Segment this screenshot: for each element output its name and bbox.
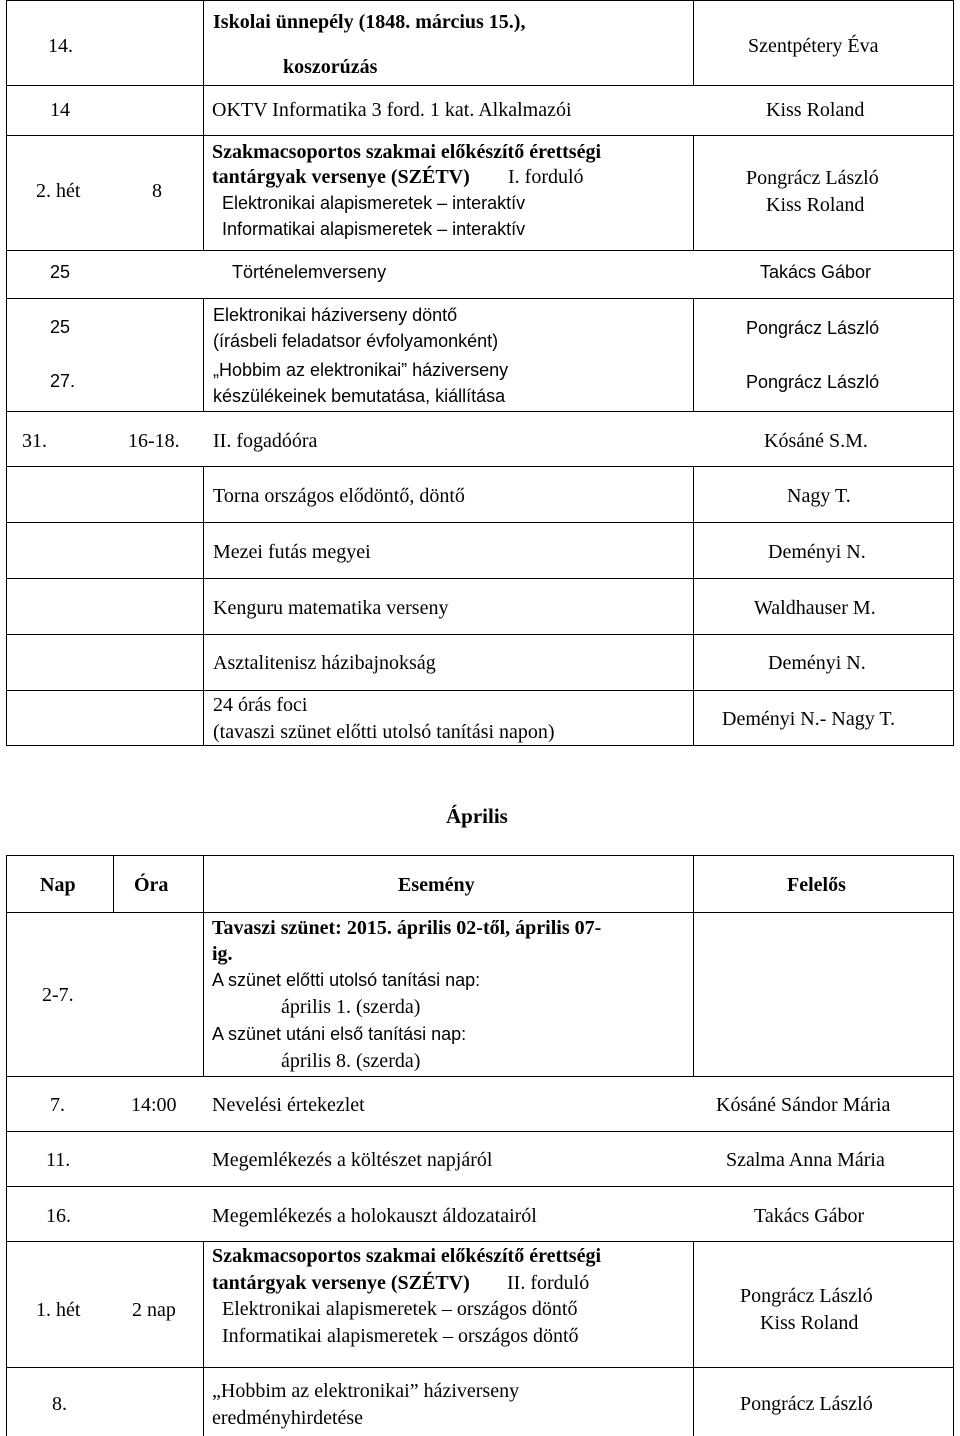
cell-responsible: Kósáné Sándor Mária — [716, 1094, 891, 1116]
row-divider — [6, 250, 954, 251]
cell-event: Tavaszi szünet: 2015. április 02-től, április 07- — [212, 917, 602, 939]
cell-event: Iskolai ünnepély (1848. március 15.), — [213, 11, 526, 33]
cell-event: A szünet előtti utolsó tanítási nap: — [212, 970, 481, 990]
cell-nap: 14. — [48, 35, 73, 57]
cell-nap: 27. — [50, 371, 76, 391]
cell-nap: 31. — [22, 430, 47, 452]
column-divider — [203, 855, 204, 1077]
row-divider — [6, 1186, 954, 1187]
cell-nap: 25 — [50, 262, 71, 282]
row-divider — [6, 1131, 954, 1132]
row-divider — [6, 298, 954, 299]
row-divider — [6, 411, 954, 412]
cell-responsible: Pongrácz László — [746, 167, 879, 189]
cell-event: OKTV Informatika 3 ford. 1 kat. Alkalmazói — [212, 99, 572, 121]
cell-responsible: Kiss Roland — [760, 1312, 859, 1334]
column-divider — [203, 135, 204, 250]
cell-event: Elektronikai alapismeretek – országos döntő — [222, 1298, 578, 1320]
cell-event: Torna országos elődöntő, döntő — [213, 485, 465, 507]
column-divider — [693, 135, 694, 250]
cell-responsible: Pongrácz László — [740, 1393, 873, 1415]
cell-event: Mezei futás megyei — [213, 541, 371, 563]
cell-event: A szünet utáni első tanítási nap: — [212, 1024, 467, 1044]
cell-event: Asztalitenisz házibajnokság — [213, 652, 436, 674]
cell-responsible: Szalma Anna Mária — [726, 1149, 885, 1171]
cell-event: Történelemverseny — [232, 262, 387, 282]
cell-responsible: Pongrácz László — [740, 1285, 873, 1307]
column-divider — [113, 855, 114, 912]
row-divider — [6, 690, 954, 691]
row-divider — [6, 1241, 954, 1242]
column-divider — [693, 466, 694, 746]
cell-nap: 16. — [46, 1205, 71, 1227]
row-divider — [6, 634, 954, 635]
cell-event: Szakmacsoportos szakmai előkészítő érettségi — [212, 1245, 602, 1267]
column-divider — [693, 0, 694, 85]
cell-responsible: Pongrácz László — [746, 372, 880, 392]
header-ora: Óra — [134, 874, 169, 896]
cell-event: Informatikai alapismeretek – interaktív — [222, 219, 526, 239]
cell-nap: 2. hét — [36, 180, 81, 202]
cell-responsible: Deményi N. — [768, 652, 866, 674]
cell-event: Elektronikai háziverseny döntő — [213, 305, 458, 325]
header-nap: Nap — [40, 874, 76, 896]
cell-event: április 1. (szerda) — [281, 996, 421, 1018]
cell-nap: 25 — [50, 317, 71, 337]
cell-event: (tavaszi szünet előtti utolsó tanítási napon) — [213, 721, 555, 743]
cell-event: április 8. (szerda) — [281, 1050, 421, 1072]
cell-event: koszorúzás — [283, 56, 378, 78]
cell-nap: 14 — [50, 99, 70, 121]
cell-event: II. forduló — [507, 1272, 590, 1294]
cell-ora: 16-18. — [128, 430, 180, 452]
cell-event: készülékeinek bemutatása, kiállítása — [213, 386, 506, 406]
cell-ora: 2 nap — [132, 1299, 176, 1321]
row-divider — [6, 522, 954, 523]
cell-event: 24 órás foci — [213, 694, 308, 716]
cell-nap: 7. — [50, 1094, 65, 1116]
cell-ora: 8 — [152, 180, 162, 202]
cell-event: tantárgyak versenye (SZÉTV) — [212, 166, 470, 188]
row-divider — [6, 466, 954, 467]
cell-event: Megemlékezés a holokauszt áldozatairól — [212, 1205, 537, 1227]
row-divider — [6, 578, 954, 579]
cell-event: Elektronikai alapismeretek – interaktív — [222, 193, 526, 213]
section-title: Április — [446, 804, 508, 828]
cell-responsible: Waldhauser M. — [754, 597, 876, 619]
cell-responsible: Kiss Roland — [766, 194, 865, 216]
cell-responsible: Pongrácz László — [746, 318, 880, 338]
cell-event: II. fogadóóra — [213, 430, 318, 452]
cell-event: „Hobbim az elektronikai” háziverseny — [213, 360, 509, 380]
cell-responsible: Kiss Roland — [766, 99, 865, 121]
row-divider — [6, 0, 954, 1]
cell-event: Megemlékezés a költészet napjáról — [212, 1149, 493, 1171]
row-divider — [6, 85, 954, 86]
cell-responsible: Szentpétery Éva — [748, 35, 879, 57]
column-divider — [203, 0, 204, 135]
cell-nap: 11. — [46, 1149, 71, 1171]
cell-event: Informatikai alapismeretek – országos döntő — [222, 1325, 579, 1347]
column-divider — [203, 466, 204, 746]
column-divider — [693, 855, 694, 1077]
cell-responsible: Kósáné S.M. — [764, 430, 868, 452]
header-esemeny: Esemény — [398, 874, 475, 896]
cell-nap: 2-7. — [42, 984, 74, 1006]
cell-responsible: Deményi N.- Nagy T. — [722, 708, 896, 730]
cell-event: „Hobbim az elektronikai” háziverseny — [212, 1380, 520, 1402]
row-divider — [6, 855, 954, 856]
table-border-right — [953, 855, 954, 1436]
row-divider — [6, 135, 954, 136]
cell-event: I. forduló — [508, 166, 584, 188]
table-border-left — [6, 855, 7, 1436]
cell-event: tantárgyak versenye (SZÉTV) — [212, 1272, 470, 1294]
column-divider — [203, 298, 204, 411]
cell-event: Kenguru matematika verseny — [213, 597, 449, 619]
column-divider — [693, 298, 694, 411]
cell-responsible: Takács Gábor — [760, 262, 872, 282]
cell-ora: 14:00 — [131, 1094, 177, 1116]
cell-event: (írásbeli feladatsor évfolyamonként) — [213, 331, 499, 351]
cell-nap: 8. — [52, 1393, 67, 1415]
row-divider — [6, 912, 954, 913]
row-divider — [6, 1076, 954, 1077]
cell-event: ig. — [212, 943, 233, 965]
column-divider — [203, 1241, 204, 1436]
cell-nap: 1. hét — [36, 1299, 81, 1321]
cell-event: eredményhirdetése — [212, 1407, 364, 1429]
header-felelos: Felelős — [787, 874, 846, 896]
cell-event: Szakmacsoportos szakmai előkészítő érettségi — [212, 141, 602, 163]
row-divider — [6, 1367, 954, 1368]
cell-event: Nevelési értekezlet — [212, 1094, 365, 1116]
cell-responsible: Nagy T. — [787, 485, 851, 507]
cell-responsible: Takács Gábor — [754, 1205, 865, 1227]
row-divider — [6, 745, 954, 746]
cell-responsible: Deményi N. — [768, 541, 866, 563]
column-divider — [693, 1241, 694, 1436]
